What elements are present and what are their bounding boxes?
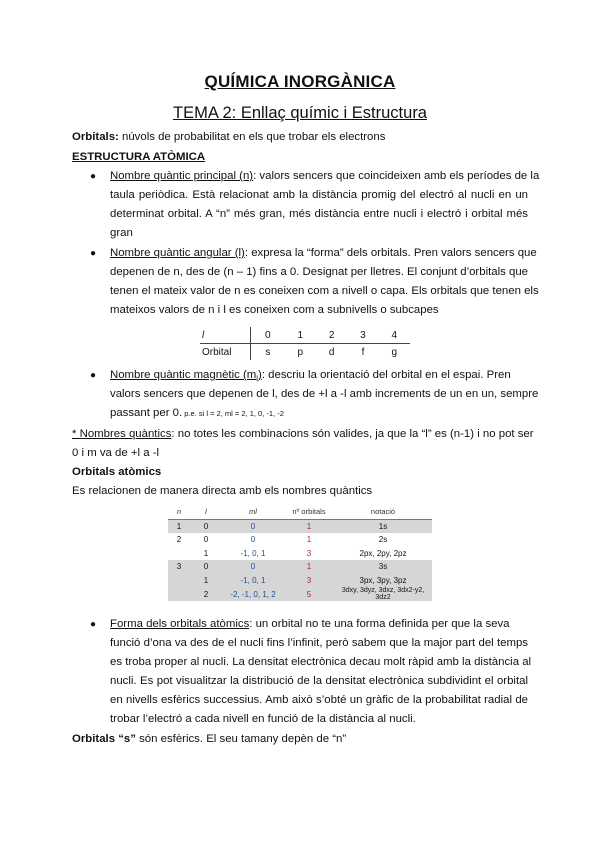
bullet4-line6: trobar l’electró a cada nivell en funció de la distància al nucli. bbox=[110, 713, 416, 725]
table-cell: 1 bbox=[306, 535, 312, 545]
table-row bbox=[200, 327, 410, 344]
table-header: l bbox=[190, 505, 222, 519]
table-cell: 2 bbox=[176, 535, 182, 545]
table-cell: d bbox=[328, 346, 335, 358]
bullet-point: ● bbox=[90, 619, 97, 630]
section-heading-orbitals-atomics: Orbitals atòmics bbox=[72, 466, 162, 478]
table-cell: 1 bbox=[284, 519, 334, 533]
bullet2-line3: tenen el mateix valor de n es coneixen com a nivell o capa. Els orbitals que tenen els bbox=[110, 285, 539, 297]
bullet3-line2: valors sencers que depenen de l, des de +l a -l amb increments de un en un, sempre bbox=[110, 388, 539, 400]
section-heading-estructura: ESTRUCTURA ATÒMICA bbox=[72, 151, 206, 163]
table-cell: g bbox=[391, 346, 398, 358]
bullet4-line1 bbox=[110, 617, 528, 632]
table-row bbox=[168, 587, 432, 601]
table-header-row bbox=[168, 505, 432, 519]
orbitals-atomics-text: Es relacionen de manera directa amb els nombres quàntics bbox=[72, 485, 373, 497]
bullet1-line3: determinat orbital. A “n” més gran, més distància entre nucli i electró i orbital més bbox=[110, 208, 528, 220]
table-row bbox=[168, 547, 432, 561]
table-cell: 5 bbox=[284, 587, 334, 601]
table-cell bbox=[168, 587, 190, 601]
orbitals-s-line bbox=[72, 732, 346, 747]
orbitals-table bbox=[168, 505, 432, 601]
note-line2: 0 i m va de +l a -l bbox=[72, 447, 160, 459]
orbitals-definition bbox=[72, 130, 385, 145]
orbitals-label: Orbitals: bbox=[72, 131, 119, 143]
table-cell: -2, -1, 0, 1, 2 bbox=[222, 587, 284, 601]
table-row bbox=[168, 560, 432, 574]
note-line1-text: : no totes les combinacions són valides, ja que la “l” es (n-1) i no pot ser bbox=[171, 428, 534, 440]
bullet1-line4: gran bbox=[110, 227, 133, 239]
bullet2-line2: depenen de n, des de (n – 1) fins a 0. Designat per lletres. El conjunt d’orbitals que bbox=[110, 266, 528, 278]
table-cell: s bbox=[265, 346, 271, 358]
table-header: notació bbox=[334, 505, 432, 519]
table-cell: 1 bbox=[168, 519, 190, 533]
table-cell: 3 bbox=[306, 548, 312, 558]
table-cell: 0 bbox=[203, 535, 209, 545]
bullet4-line3: es troba proper al nucli. La densitat electrònica decau molt ràpid amb la distància al bbox=[110, 656, 532, 668]
bullet1-line2: taula periòdica. Està relacionat amb la distància promig del electró al nucli en un bbox=[110, 189, 528, 201]
table-row-label: l bbox=[200, 327, 251, 344]
table-cell: 3px, 3py, 3pz bbox=[334, 574, 432, 588]
table-header: nº orbitals bbox=[284, 505, 334, 519]
table-cell: 3 bbox=[168, 560, 190, 574]
table-cell: 3s bbox=[334, 560, 432, 574]
bullet3-line1 bbox=[110, 368, 528, 386]
table-cell: 1 bbox=[284, 560, 334, 574]
table-cell: 0 bbox=[250, 535, 256, 545]
table-row bbox=[168, 533, 432, 547]
document-title: QUÍMICA INORGÀNICA bbox=[204, 72, 396, 91]
bullet2-line1-text: : expresa la “forma” dels orbitals. Pren valors sencers que bbox=[244, 247, 537, 259]
table-cell: 3 bbox=[284, 574, 334, 588]
table-cell: 2 bbox=[190, 587, 222, 601]
table-cell: -1, 0, 1 bbox=[222, 574, 284, 588]
bullet1-line1 bbox=[110, 169, 540, 184]
table-cell: 2 bbox=[316, 327, 347, 344]
bullet3-example: p.e. si l = 2, ml = 2, 1, 0, -1, -2 bbox=[182, 409, 284, 418]
bullet4-line4: nucli. Es pot visualitzar la distribució de la densitat electrònica subdividint el orbital bbox=[110, 675, 528, 687]
bullet2-line4: mateixos valors de n i l es coneixen com a subnivells o subcapes bbox=[110, 304, 439, 316]
table-cell: 3 bbox=[347, 327, 378, 344]
table-cell bbox=[168, 574, 190, 588]
table-cell: 1 bbox=[285, 327, 316, 344]
bullet4-term: Forma dels orbitals atòmics bbox=[110, 618, 250, 630]
table-cell: 1 bbox=[203, 548, 209, 558]
table-cell: 0 bbox=[190, 560, 222, 574]
bullet2-line1 bbox=[110, 246, 537, 261]
table-cell: 0 bbox=[222, 560, 284, 574]
table-header: ml bbox=[222, 505, 284, 519]
bullet4-line1-text: : un orbital no te una forma definida per que la seva bbox=[249, 618, 510, 630]
note-term: * Nombres quàntics bbox=[72, 428, 172, 440]
table-cell: p bbox=[297, 346, 304, 358]
table-row bbox=[168, 574, 432, 588]
bullet3-line3: passant per 0. p.e. si l = 2, ml = 2, 1, 0, -1, -2 bbox=[110, 407, 284, 419]
table-cell: 2px, 2py, 2pz bbox=[359, 548, 407, 558]
table-cell: f bbox=[361, 346, 365, 358]
document-subtitle: TEMA 2: Enllaç químic i Estructura bbox=[172, 104, 427, 122]
table-cell: 0 bbox=[190, 519, 222, 533]
table-row bbox=[168, 519, 432, 533]
table-header: n bbox=[168, 505, 190, 519]
note-line1 bbox=[72, 427, 534, 442]
bullet4-line2: funció d’ona va des de el nucli fins l’infinit, però sabem que la major part del temps bbox=[110, 637, 528, 649]
bullet3-line1-text: : descriu la orientació del orbital en el espai. Pren bbox=[261, 369, 511, 381]
table-cell: -1, 0, 1 bbox=[240, 548, 266, 558]
table-cell: 0 bbox=[251, 327, 285, 344]
table-cell: 1 bbox=[190, 574, 222, 588]
table-row bbox=[200, 344, 410, 361]
bullet2-term: Nombre quàntic angular (l) bbox=[110, 247, 245, 259]
table-cell: 1s bbox=[334, 519, 432, 533]
bullet-point: ● bbox=[90, 248, 97, 259]
orbitals-s-label: Orbitals “s” bbox=[72, 733, 136, 745]
orbitals-s-text: són esfèrics. El seu tamany depèn de “n” bbox=[135, 733, 347, 745]
table-cell: 4 bbox=[379, 327, 410, 344]
bullet4-line5: en nivells esfèrics successius. Amb això s’obté un gràfic de la probabilitat radial de bbox=[110, 694, 528, 706]
angular-number-table bbox=[200, 327, 410, 360]
table-cell: 2s bbox=[378, 535, 388, 545]
table-row-label: Orbital bbox=[200, 344, 251, 361]
table-cell: 3dxy, 3dyz, 3dxz, 3dx2-y2, 3dz2 bbox=[334, 587, 432, 601]
orbitals-text: núvols de probabilitat en els que trobar els electrons bbox=[118, 131, 386, 143]
bullet-point: ● bbox=[90, 370, 97, 381]
bullet1-term: Nombre quàntic principal (n) bbox=[110, 170, 254, 182]
bullet-point: ● bbox=[90, 171, 97, 182]
bullet1-line1-text: : valors sencers que coincideixen amb els períodes de la bbox=[253, 170, 540, 182]
table-cell bbox=[168, 547, 190, 561]
bullet3-term: Nombre quàntic magnètic $(m_l)$ bbox=[110, 369, 262, 384]
table-cell: 0 bbox=[222, 519, 284, 533]
